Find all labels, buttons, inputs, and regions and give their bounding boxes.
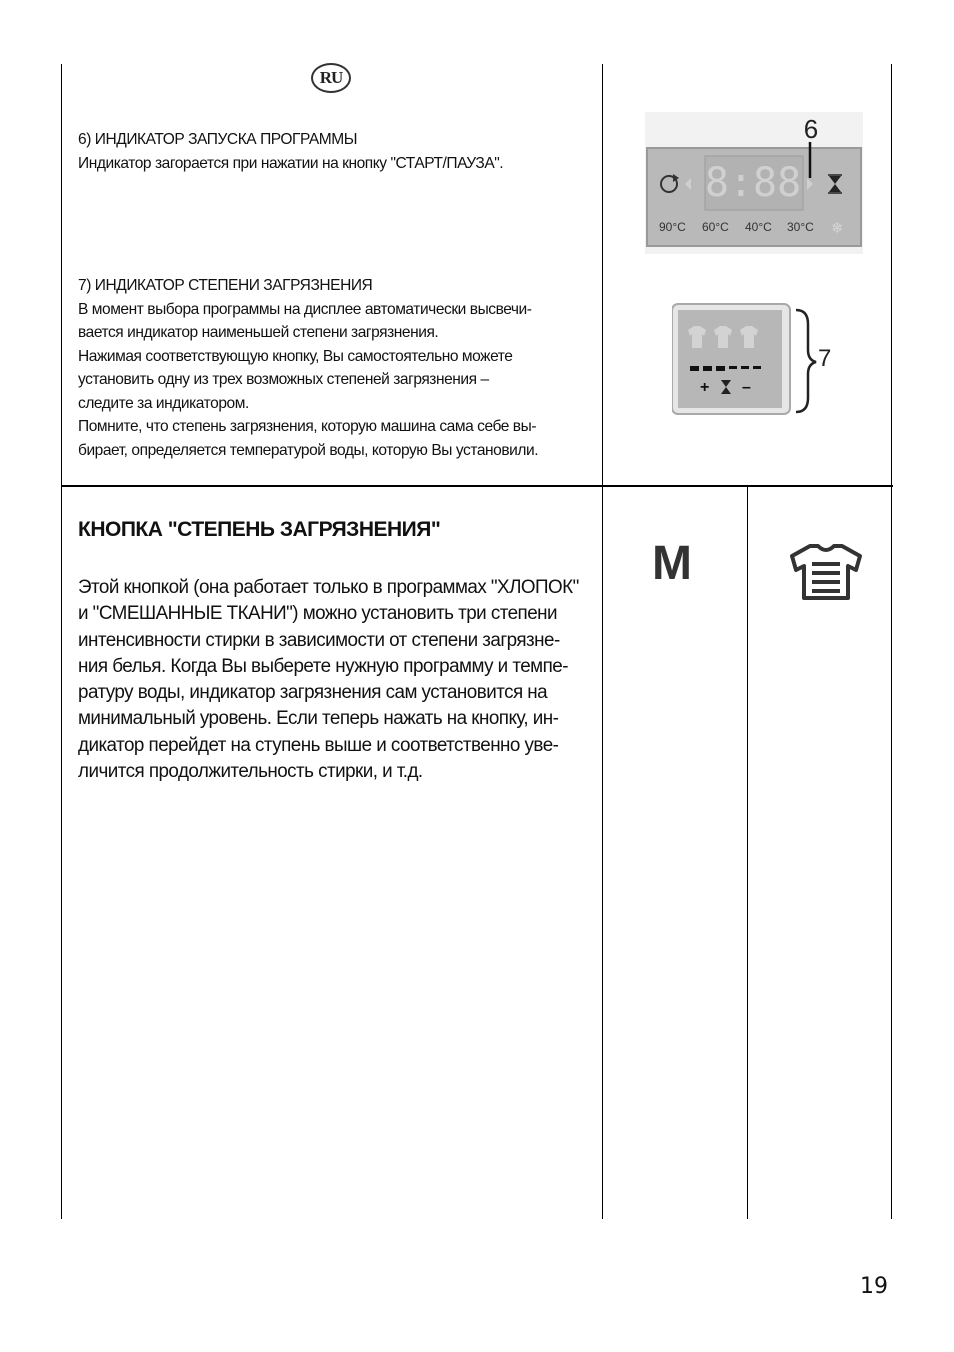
paragraph-line: ратуру воды, индикатор загрязнения сам установится на bbox=[78, 682, 548, 704]
minus-label: – bbox=[742, 379, 751, 396]
temp-label: 60°C bbox=[702, 220, 729, 234]
display-panel-figure bbox=[645, 112, 863, 254]
section7-line: вается индикатор наименьшей степени загрязнения. bbox=[78, 324, 439, 341]
button-section-heading: КНОПКА "СТЕПЕНЬ ЗАГРЯЗНЕНИЯ" bbox=[78, 518, 441, 541]
button-letter: M bbox=[652, 537, 692, 590]
button-section-text bbox=[78, 575, 598, 785]
right-border bbox=[891, 64, 892, 1219]
section6-text bbox=[78, 128, 596, 175]
middle-divider bbox=[602, 64, 603, 1219]
soil-level-panel-figure bbox=[672, 300, 837, 418]
section7-line: Нажимая соответствующую кнопку, Вы самостоятельно можете bbox=[78, 347, 513, 365]
paragraph-line: минимальный уровень. Если теперь нажать на кнопку, ин- bbox=[78, 708, 559, 730]
callout6-label: 6 bbox=[803, 114, 819, 144]
temp-label: 90°C bbox=[659, 220, 686, 234]
section7-line: В момент выбора программы на дисплее автоматически высвечи- bbox=[78, 300, 532, 318]
section7-line: установить одну из трех возможных степеней загрязнения – bbox=[78, 371, 489, 388]
display-digits: 8:88 bbox=[704, 160, 802, 206]
section7-line: следите за индикатором. bbox=[78, 394, 249, 412]
bracket-icon bbox=[796, 310, 816, 412]
section7-line: бирает, определяется температурой воды, которую Вы установили. bbox=[78, 441, 539, 459]
temp-label: 30°C bbox=[787, 220, 814, 234]
paragraph-line: и "СМЕШАННЫЕ ТКАНИ") можно установить три степени bbox=[78, 603, 557, 625]
section7-text bbox=[78, 274, 596, 462]
section7-line: Помните, что степень загрязнения, которую машина сама себе вы- bbox=[78, 418, 537, 435]
language-badge: RU bbox=[311, 63, 351, 93]
snowflake-icon: ❄ bbox=[831, 219, 844, 237]
left-border bbox=[61, 64, 62, 1219]
paragraph-line: интенсивности стирки в зависимости от степени загрязне- bbox=[78, 629, 560, 651]
section6-title: 6) ИНДИКАТОР ЗАПУСКА ПРОГРАММЫ bbox=[78, 131, 358, 148]
section7-title: 7) ИНДИКАТОР СТЕПЕНИ ЗАГРЯЗНЕНИЯ bbox=[78, 277, 373, 294]
callout7-label: 7 bbox=[818, 345, 832, 372]
page-number: 19 bbox=[860, 1274, 888, 1299]
section-divider bbox=[61, 485, 893, 487]
paragraph-line: Этой кнопкой (она работает только в программах "ХЛОПОК" bbox=[78, 577, 579, 598]
paragraph-line: ния белья. Когда Вы выберете нужную программу и темпе- bbox=[78, 655, 568, 677]
shirt-soil-icon bbox=[790, 542, 862, 602]
temp-label: 40°C bbox=[745, 220, 772, 234]
section6-line: Индикатор загорается при нажатии на кнопку "СТАРТ/ПАУЗА". bbox=[78, 154, 504, 172]
lower-column-divider bbox=[747, 486, 748, 1219]
plus-label: + bbox=[700, 379, 710, 396]
shirt-indicators bbox=[688, 326, 758, 348]
paragraph-line: дикатор перейдет на ступень выше и соответственно уве- bbox=[78, 734, 559, 756]
paragraph-line: личится продолжительность стирки, и т.д. bbox=[78, 761, 423, 783]
